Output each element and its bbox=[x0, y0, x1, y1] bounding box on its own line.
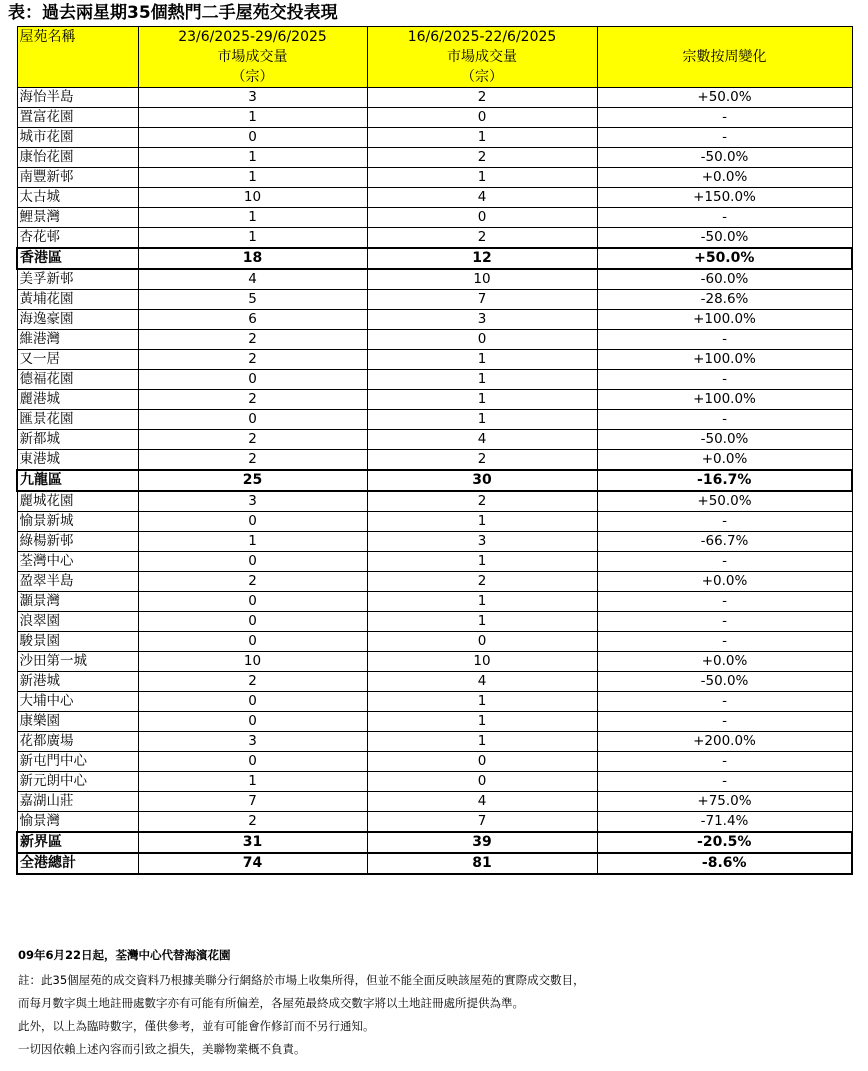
subtotal-row bbox=[17, 470, 852, 491]
previous-volume-cell: 2 bbox=[367, 491, 597, 512]
previous-volume-cell: 39 bbox=[367, 832, 597, 853]
current-volume-label: 市場成交量 bbox=[217, 49, 288, 65]
table-row bbox=[17, 692, 852, 712]
current-volume-cell: 10 bbox=[138, 652, 367, 672]
table-row bbox=[17, 88, 852, 108]
weekly-change-cell: +100.0% bbox=[597, 390, 852, 410]
current-volume-cell: 7 bbox=[138, 792, 367, 812]
previous-volume-cell: 1 bbox=[367, 552, 597, 572]
weekly-change-cell: -60.0% bbox=[597, 269, 852, 290]
weekly-change-cell: - bbox=[597, 612, 852, 632]
previous-volume-cell: 3 bbox=[367, 310, 597, 330]
table-row bbox=[17, 208, 852, 228]
estate-name-cell: 又一居 bbox=[17, 350, 138, 370]
table-row bbox=[17, 632, 852, 652]
previous-volume-cell: 1 bbox=[367, 350, 597, 370]
previous-volume-cell: 1 bbox=[367, 370, 597, 390]
weekly-change-cell: - bbox=[597, 512, 852, 532]
previous-volume-cell: 2 bbox=[367, 88, 597, 108]
estate-name-cell: 沙田第一城 bbox=[17, 652, 138, 672]
table-row bbox=[17, 310, 852, 330]
previous-volume-label: 市場成交量 bbox=[447, 49, 517, 65]
table-row bbox=[17, 430, 852, 450]
weekly-change-cell: -66.7% bbox=[597, 532, 852, 552]
estate-name-cell: 康怡花園 bbox=[17, 148, 138, 168]
current-volume-cell: 0 bbox=[138, 612, 367, 632]
current-volume-cell: 0 bbox=[138, 552, 367, 572]
estate-name-cell: 灝景灣 bbox=[17, 592, 138, 612]
estate-name-cell: 駿景園 bbox=[17, 632, 138, 652]
estate-name-cell: 新都城 bbox=[17, 430, 138, 450]
estate-name-cell: 全港總計 bbox=[17, 853, 138, 874]
weekly-change-cell: +0.0% bbox=[597, 450, 852, 471]
estate-name-cell: 南豐新邨 bbox=[17, 168, 138, 188]
weekly-change-cell: -8.6% bbox=[597, 853, 852, 874]
current-volume-cell: 3 bbox=[138, 491, 367, 512]
current-volume-cell: 4 bbox=[138, 269, 367, 290]
previous-volume-cell: 1 bbox=[367, 592, 597, 612]
previous-volume-cell: 10 bbox=[367, 269, 597, 290]
subtotal-row bbox=[17, 248, 852, 269]
previous-volume-cell: 1 bbox=[367, 128, 597, 148]
previous-volume-cell: 12 bbox=[367, 248, 597, 269]
weekly-change-cell: +0.0% bbox=[597, 572, 852, 592]
table-row bbox=[17, 390, 852, 410]
current-volume-cell: 0 bbox=[138, 512, 367, 532]
current-volume-cell: 1 bbox=[138, 148, 367, 168]
current-volume-cell: 0 bbox=[138, 632, 367, 652]
previous-volume-cell: 1 bbox=[367, 390, 597, 410]
notes-section bbox=[18, 944, 585, 1061]
current-volume-cell: 25 bbox=[138, 470, 367, 491]
table-row bbox=[17, 410, 852, 430]
notes-line: 一切因依賴上述內容而引致之損失，美聯物業概不負責。 bbox=[18, 1042, 306, 1056]
estate-name-cell: 鯉景灣 bbox=[17, 208, 138, 228]
weekly-change-cell: - bbox=[597, 592, 852, 612]
current-volume-cell: 18 bbox=[138, 248, 367, 269]
current-volume-cell: 1 bbox=[138, 208, 367, 228]
weekly-change-cell: - bbox=[597, 370, 852, 390]
current-volume-cell: 3 bbox=[138, 732, 367, 752]
estate-name-cell: 太古城 bbox=[17, 188, 138, 208]
header-current-period bbox=[138, 27, 367, 88]
previous-volume-cell: 2 bbox=[367, 450, 597, 471]
previous-volume-cell: 2 bbox=[367, 572, 597, 592]
table-row bbox=[17, 652, 852, 672]
table-row bbox=[17, 450, 852, 471]
estate-name-cell: 綠楊新邨 bbox=[17, 532, 138, 552]
estate-name-cell: 置富花園 bbox=[17, 108, 138, 128]
previous-volume-cell: 3 bbox=[367, 532, 597, 552]
estate-name-cell: 新港城 bbox=[17, 672, 138, 692]
estate-name-cell: 嘉湖山莊 bbox=[17, 792, 138, 812]
previous-volume-cell: 1 bbox=[367, 410, 597, 430]
weekly-change-cell: - bbox=[597, 632, 852, 652]
previous-volume-cell: 4 bbox=[367, 430, 597, 450]
header-weekly-change: 宗數按周變化 bbox=[597, 27, 852, 88]
estate-name-cell: 海逸豪園 bbox=[17, 310, 138, 330]
previous-volume-cell: 10 bbox=[367, 652, 597, 672]
estate-name-cell: 香港區 bbox=[17, 248, 138, 269]
table-row bbox=[17, 148, 852, 168]
table-row bbox=[17, 350, 852, 370]
table-row bbox=[17, 612, 852, 632]
current-volume-cell: 2 bbox=[138, 430, 367, 450]
weekly-change-cell: -50.0% bbox=[597, 672, 852, 692]
weekly-change-cell: - bbox=[597, 208, 852, 228]
estate-name-cell: 麗港城 bbox=[17, 390, 138, 410]
weekly-change-cell: +150.0% bbox=[597, 188, 852, 208]
weekly-change-cell: +0.0% bbox=[597, 652, 852, 672]
previous-volume-cell: 0 bbox=[367, 772, 597, 792]
table-row bbox=[17, 732, 852, 752]
estate-name-cell: 東港城 bbox=[17, 450, 138, 471]
current-volume-cell: 0 bbox=[138, 128, 367, 148]
current-volume-cell: 0 bbox=[138, 692, 367, 712]
previous-volume-cell: 4 bbox=[367, 792, 597, 812]
table-row bbox=[17, 532, 852, 552]
previous-volume-cell: 7 bbox=[367, 290, 597, 310]
estate-name-cell: 愉景灣 bbox=[17, 812, 138, 833]
weekly-change-cell: - bbox=[597, 552, 852, 572]
current-volume-cell: 31 bbox=[138, 832, 367, 853]
weekly-change-cell: - bbox=[597, 692, 852, 712]
weekly-change-cell: +200.0% bbox=[597, 732, 852, 752]
weekly-change-cell: +50.0% bbox=[597, 491, 852, 512]
table-row bbox=[17, 812, 852, 833]
table-row bbox=[17, 552, 852, 572]
current-unit-label: （宗） bbox=[231, 69, 274, 85]
current-volume-cell: 0 bbox=[138, 410, 367, 430]
table-row bbox=[17, 712, 852, 732]
current-volume-cell: 2 bbox=[138, 812, 367, 833]
notes-replacement-line: 09年6月22日起，荃灣中心代替海濱花園 bbox=[18, 948, 231, 962]
previous-volume-cell: 0 bbox=[367, 108, 597, 128]
weekly-change-cell: +75.0% bbox=[597, 792, 852, 812]
previous-volume-cell: 4 bbox=[367, 672, 597, 692]
previous-volume-cell: 1 bbox=[367, 732, 597, 752]
table-header bbox=[17, 27, 852, 88]
previous-volume-cell: 1 bbox=[367, 712, 597, 732]
notes-line: 而每月數字與土地註冊處數字亦有可能有所偏差，各屋苑最終成交數字將以土地註冊處所提供為準。 bbox=[18, 996, 524, 1010]
weekly-change-cell: -71.4% bbox=[597, 812, 852, 833]
header-previous-period bbox=[367, 27, 597, 88]
previous-period-dates: 16/6/2025-22/6/2025 bbox=[407, 29, 557, 45]
weekly-change-cell: -50.0% bbox=[597, 148, 852, 168]
table-row bbox=[17, 228, 852, 249]
weekly-change-cell: +0.0% bbox=[597, 168, 852, 188]
weekly-change-cell: -28.6% bbox=[597, 290, 852, 310]
estate-name-cell: 浪翠園 bbox=[17, 612, 138, 632]
notes-line: 註：此35個屋苑的成交資料乃根據美聯分行網絡於市場上收集所得，但並不能全面反映該屋苑的實際成交數目， bbox=[18, 973, 585, 987]
table-row bbox=[17, 752, 852, 772]
estate-name-cell: 新屯門中心 bbox=[17, 752, 138, 772]
current-volume-cell: 1 bbox=[138, 168, 367, 188]
weekly-change-cell: - bbox=[597, 752, 852, 772]
table-row bbox=[17, 491, 852, 512]
estate-name-cell: 愉景新城 bbox=[17, 512, 138, 532]
estate-name-cell: 康樂園 bbox=[17, 712, 138, 732]
current-volume-cell: 6 bbox=[138, 310, 367, 330]
current-period-dates: 23/6/2025-29/6/2025 bbox=[178, 29, 327, 45]
weekly-change-cell: - bbox=[597, 410, 852, 430]
current-volume-cell: 1 bbox=[138, 108, 367, 128]
estate-name-cell: 新元朗中心 bbox=[17, 772, 138, 792]
table-row bbox=[17, 269, 852, 290]
previous-volume-cell: 30 bbox=[367, 470, 597, 491]
weekly-change-cell: - bbox=[597, 772, 852, 792]
table-row bbox=[17, 330, 852, 350]
previous-volume-cell: 2 bbox=[367, 228, 597, 249]
estate-name-cell: 新界區 bbox=[17, 832, 138, 853]
table-row bbox=[17, 672, 852, 692]
current-volume-cell: 10 bbox=[138, 188, 367, 208]
current-volume-cell: 2 bbox=[138, 390, 367, 410]
current-volume-cell: 2 bbox=[138, 572, 367, 592]
weekly-change-cell: +50.0% bbox=[597, 248, 852, 269]
table-row bbox=[17, 792, 852, 812]
previous-volume-cell: 0 bbox=[367, 752, 597, 772]
estate-name-cell: 花都廣場 bbox=[17, 732, 138, 752]
current-volume-cell: 5 bbox=[138, 290, 367, 310]
previous-volume-cell: 1 bbox=[367, 612, 597, 632]
estate-name-cell: 荃灣中心 bbox=[17, 552, 138, 572]
table-title: 表：過去兩星期35個熱門二手屋苑交投表現 bbox=[8, 3, 338, 23]
estate-name-cell: 德福花園 bbox=[17, 370, 138, 390]
estate-name-cell: 大埔中心 bbox=[17, 692, 138, 712]
table-row bbox=[17, 772, 852, 792]
current-volume-cell: 0 bbox=[138, 752, 367, 772]
estate-name-cell: 美孚新邨 bbox=[17, 269, 138, 290]
current-volume-cell: 0 bbox=[138, 592, 367, 612]
estate-name-cell: 九龍區 bbox=[17, 470, 138, 491]
weekly-change-cell: +100.0% bbox=[597, 350, 852, 370]
previous-unit-label: （宗） bbox=[461, 69, 503, 85]
previous-volume-cell: 1 bbox=[367, 168, 597, 188]
current-volume-cell: 1 bbox=[138, 228, 367, 249]
weekly-change-cell: -20.5% bbox=[597, 832, 852, 853]
weekly-change-cell: +50.0% bbox=[597, 88, 852, 108]
table-row bbox=[17, 370, 852, 390]
weekly-change-cell: - bbox=[597, 128, 852, 148]
table-row bbox=[17, 290, 852, 310]
weekly-change-cell: - bbox=[597, 108, 852, 128]
estate-name-cell: 維港灣 bbox=[17, 330, 138, 350]
weekly-change-cell: +100.0% bbox=[597, 310, 852, 330]
previous-volume-cell: 0 bbox=[367, 330, 597, 350]
table-body bbox=[17, 88, 852, 875]
table-row bbox=[17, 128, 852, 148]
current-volume-cell: 0 bbox=[138, 370, 367, 390]
estate-name-cell: 城市花園 bbox=[17, 128, 138, 148]
table-row bbox=[17, 108, 852, 128]
subtotal-row bbox=[17, 832, 852, 853]
transaction-table bbox=[16, 26, 853, 875]
current-volume-cell: 0 bbox=[138, 712, 367, 732]
current-volume-cell: 2 bbox=[138, 330, 367, 350]
previous-volume-cell: 4 bbox=[367, 188, 597, 208]
estate-name-cell: 海怡半島 bbox=[17, 88, 138, 108]
weekly-change-cell: - bbox=[597, 330, 852, 350]
header-estate-name: 屋苑名稱 bbox=[17, 27, 138, 88]
previous-volume-cell: 7 bbox=[367, 812, 597, 833]
estate-name-cell: 麗城花園 bbox=[17, 491, 138, 512]
estate-name-cell: 盈翠半島 bbox=[17, 572, 138, 592]
current-volume-cell: 2 bbox=[138, 672, 367, 692]
table-row bbox=[17, 572, 852, 592]
previous-volume-cell: 2 bbox=[367, 148, 597, 168]
previous-volume-cell: 1 bbox=[367, 692, 597, 712]
table-row bbox=[17, 168, 852, 188]
subtotal-row bbox=[17, 853, 852, 874]
header-row bbox=[17, 27, 852, 88]
current-volume-cell: 74 bbox=[138, 853, 367, 874]
previous-volume-cell: 1 bbox=[367, 512, 597, 532]
table-row bbox=[17, 512, 852, 532]
table-row bbox=[17, 188, 852, 208]
weekly-change-cell: - bbox=[597, 712, 852, 732]
notes-line: 此外，以上為臨時數字，僅供參考，並有可能會作修訂而不另行通知。 bbox=[18, 1019, 375, 1033]
previous-volume-cell: 0 bbox=[367, 632, 597, 652]
current-volume-cell: 1 bbox=[138, 532, 367, 552]
weekly-change-cell: -50.0% bbox=[597, 228, 852, 249]
weekly-change-cell: -50.0% bbox=[597, 430, 852, 450]
current-volume-cell: 1 bbox=[138, 772, 367, 792]
weekly-change-cell: -16.7% bbox=[597, 470, 852, 491]
current-volume-cell: 2 bbox=[138, 350, 367, 370]
current-volume-cell: 2 bbox=[138, 450, 367, 471]
estate-name-cell: 匯景花園 bbox=[17, 410, 138, 430]
table-row bbox=[17, 592, 852, 612]
current-volume-cell: 3 bbox=[138, 88, 367, 108]
estate-name-cell: 杏花邨 bbox=[17, 228, 138, 249]
previous-volume-cell: 0 bbox=[367, 208, 597, 228]
estate-name-cell: 黃埔花園 bbox=[17, 290, 138, 310]
previous-volume-cell: 81 bbox=[367, 853, 597, 874]
